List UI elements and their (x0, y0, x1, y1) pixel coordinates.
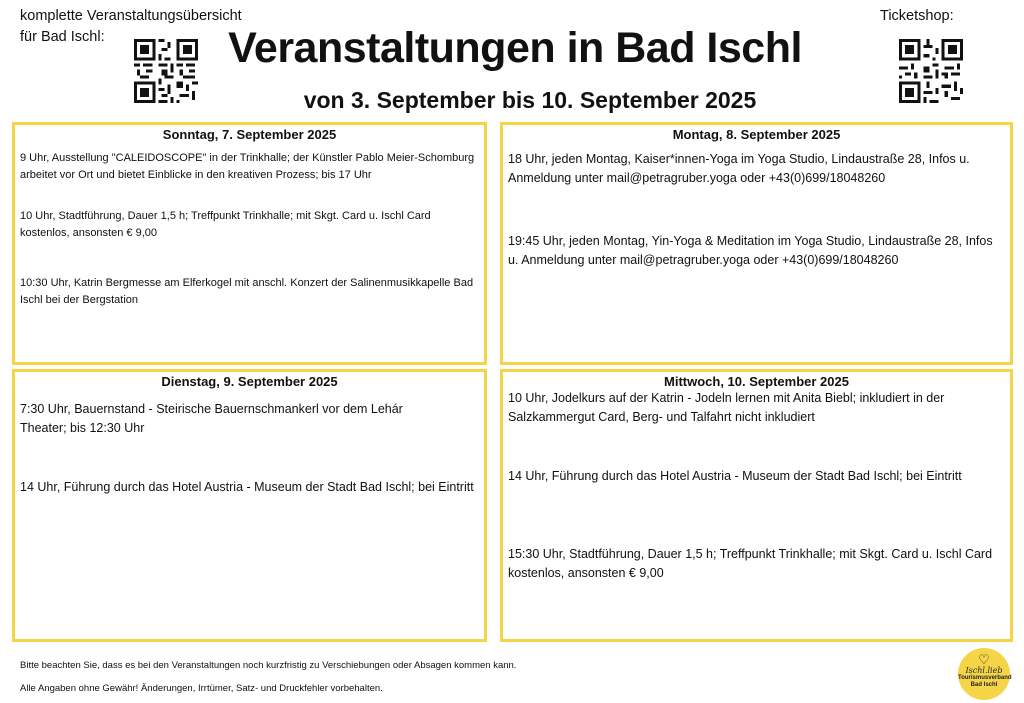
qr-code-icon (899, 39, 963, 103)
event-item: 14 Uhr, Führung durch das Hotel Austria - Museum der Stadt Bad Ischl; bei Eintritt (508, 469, 962, 483)
day-box-monday (500, 122, 1013, 365)
event-item: 15:30 Uhr, Stadtführung, Dauer 1,5 h; Treffpunkt Trinkhalle; mit Skgt. Card u. Ischl Card kostenlos, ansonsten € 9,00 (508, 547, 993, 580)
event-item: 10:30 Uhr, Katrin Bergmesse am Elferkogel mit anschl. Konzert der Salinenmusikkapelle Bad Ischl bei der Bergstation (20, 277, 474, 306)
heart-icon: ♡ (978, 652, 990, 667)
event-item: 7:30 Uhr, Bauernstand - Steirische Bauernschmankerl vor dem Lehár Theater; bis 12:30 Uhr (20, 402, 403, 435)
event-item: 9 Uhr, Ausstellung "CALEIDOSCOPE" in der Trinkhalle; der Künstler Pablo Meier-Schomburg arbeitet vor Ort und bietet Einblicke in den kreativen Prozess; bis 17 Uhr (20, 152, 475, 181)
logo-line1: Tourismusverband (958, 675, 1012, 681)
ticketshop-label: Ticketshop: (880, 8, 954, 24)
page-subtitle: von 3. September bis 10. September 2025 (303, 87, 757, 113)
ticketshop-qr-code[interactable] (899, 39, 963, 103)
day-box-tuesday (12, 369, 487, 642)
event-item: 14 Uhr, Führung durch das Hotel Austria - Museum der Stadt Bad Ischl; bei Eintritt (20, 480, 474, 494)
day-box-wednesday (500, 369, 1013, 642)
day-heading: Mittwoch, 10. September 2025 (664, 374, 849, 389)
day-heading: Sonntag, 7. September 2025 (162, 127, 337, 142)
event-item: 10 Uhr, Jodelkurs auf der Katrin - Jodeln lernen mit Anita Biebl; inkludiert in der Salzkammergut Card, Berg- und Talfahrt nicht inkludiert (508, 391, 945, 424)
liability-note: Alle Angaben ohne Gewähr! Änderungen, Irrtümer, Satz- und Druckfehler vorbehalten. (20, 683, 383, 694)
page-title: Veranstaltungen in Bad Ischl (228, 24, 802, 72)
logo-line2: Bad Ischl (970, 682, 998, 688)
day-heading: Dienstag, 9. September 2025 (161, 374, 338, 389)
logo-script: Ischl.lieb (965, 666, 1003, 675)
tourism-logo (958, 648, 1010, 700)
day-box-sunday (12, 122, 487, 365)
event-item: 19:45 Uhr, jeden Montag, Yin-Yoga & Meditation im Yoga Studio, Lindaustraße 28, Infos u. Anmeldung unter mail@petragruber.yoga oder +43(0)699/18048260 (508, 234, 993, 267)
day-heading: Montag, 8. September 2025 (672, 127, 841, 142)
overview-label-line1: komplette Veranstaltungsübersicht (20, 8, 242, 24)
overview-label-line2: für Bad Ischl: (20, 29, 105, 45)
event-item: 18 Uhr, jeden Montag, Kaiser*innen-Yoga im Yoga Studio, Lindaustraße 28, Infos u. Anmeldung unter mail@petragruber.yoga oder +43(0)699/18048260 (508, 152, 970, 185)
disclaimer-note: Bitte beachten Sie, dass es bei den Veranstaltungen noch kurzfristig zu Verschiebungen oder Absagen kommen kann. (20, 660, 517, 671)
event-item: 10 Uhr, Stadtführung, Dauer 1,5 h; Treffpunkt Trinkhalle; mit Skgt. Card u. Ischl Card kostenlos, ansonsten € 9,00 (20, 210, 431, 239)
